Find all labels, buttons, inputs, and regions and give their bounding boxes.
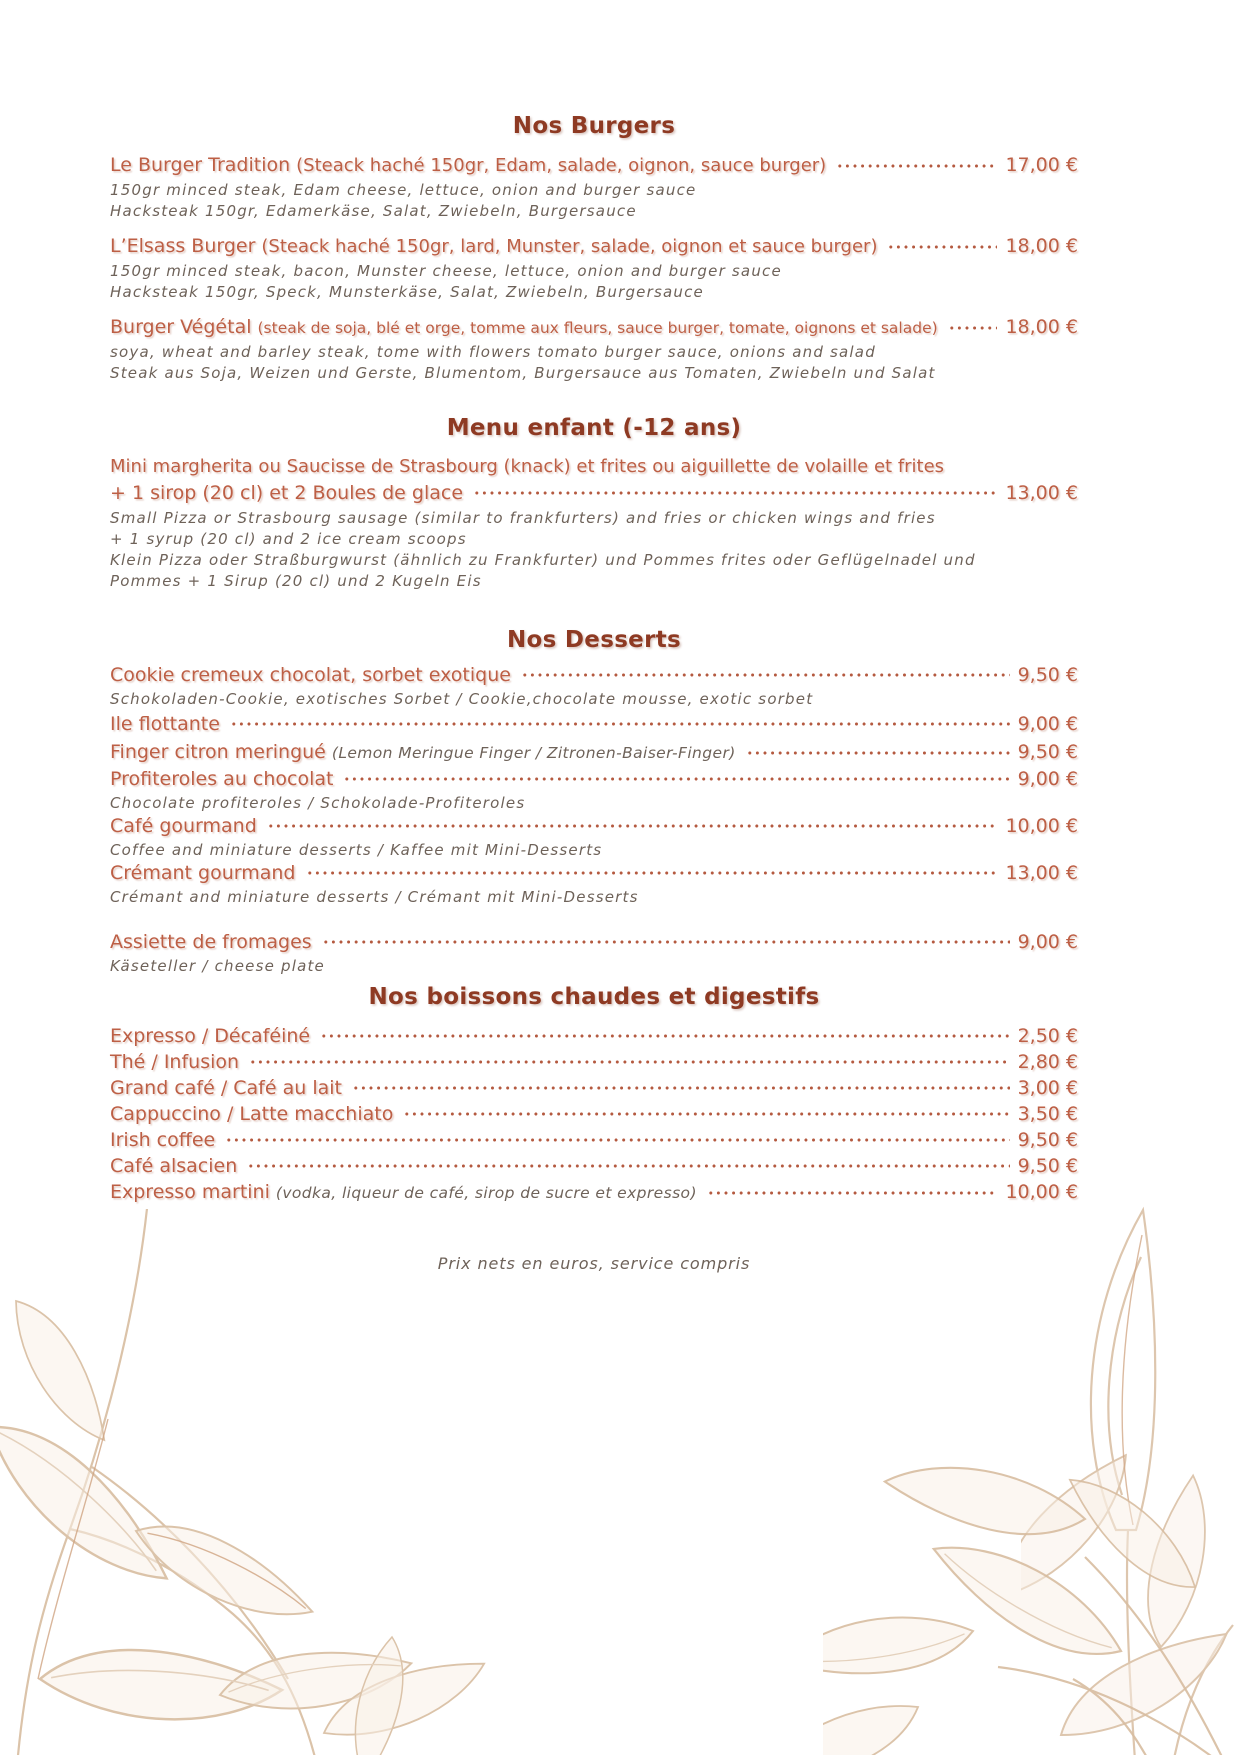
menu-item [110,1075,1078,1101]
menu-item [110,1023,1078,1049]
dotted-leader [473,487,997,499]
item-price: 9,50 € [1017,1155,1078,1177]
section-title-burgers: Nos Burgers [512,113,676,139]
item-price: 2,80 € [1017,1051,1078,1073]
item-description-en: 150gr minced steak, Edam cheese, lettuce, onion and burger sauce [110,181,697,199]
item-note: (vodka, liqueur de café, sirop de sucre et expresso) [275,1184,697,1202]
item-price: 3,50 € [1017,1103,1078,1125]
menu-item [110,152,1078,221]
leaf-decoration-bottom-left [0,1209,528,1755]
menu-content [110,0,1078,1273]
dotted-leader [887,241,997,253]
footer-note: Prix nets en euros, service compris [437,1254,751,1273]
dotted-leader [707,1187,998,1199]
item-name: Grand café / Café au lait [110,1077,342,1099]
item-price: 18,00 € [1005,235,1078,257]
menu-item [110,1127,1078,1153]
menu-item [110,1179,1078,1206]
item-description: Käseteller / cheese plate [110,957,325,975]
item-description: Coffee and miniature desserts / Kaffee mit Mini-Desserts [110,841,603,859]
item-price: 13,00 € [1005,862,1078,884]
section-title-desserts: Nos Desserts [506,627,682,653]
dotted-leader [322,936,1010,948]
item-price: 3,00 € [1017,1077,1078,1099]
menu-item [110,711,1078,737]
menu-item [110,314,1078,383]
menu-item [110,233,1078,302]
item-description-de: Hacksteak 150gr, Speck, Munsterkäse, Salat, Zwiebeln, Burgersauce [110,283,704,301]
menu-item [110,739,1078,766]
item-description-de: Klein Pizza oder Straßburgwurst (ähnlich zu Frankfurter) und Pommes frites oder Geflügelnadel und [110,551,976,569]
dotted-leader [403,1108,1009,1120]
item-description-de: Steak aus Soja, Weizen und Gerste, Blumentom, Burgersauce aus Tomaten, Zwiebeln und Salat [110,364,936,382]
item-price: 9,50 € [1017,1129,1078,1151]
item-price: 10,00 € [1005,815,1078,837]
leaf-decoration-right [1021,1195,1241,1755]
item-price: 9,50 € [1017,741,1078,763]
item-description: Chocolate profiteroles / Schokolade-Profiteroles [110,794,526,812]
menu-item [110,662,1078,709]
dotted-leader [225,1134,1009,1146]
item-name: Burger Végétal [110,316,252,338]
item-description: Schokoladen-Cookie, exotisches Sorbet / Cookie,chocolate mousse, exotic sorbet [110,690,814,708]
item-name: Cookie cremeux chocolat, sorbet exotique [110,664,511,686]
menu-item [110,813,1078,860]
item-name: Profiteroles au chocolat [110,768,334,790]
item-name: Finger citron meringué [110,741,326,763]
item-description-en: 150gr minced steak, bacon, Munster cheese, lettuce, onion and burger sauce [110,262,782,280]
item-price: 9,00 € [1017,768,1078,790]
item-description-en: Small Pizza or Strasbourg sausage (similar to frankfurters) and fries or chicken wings and fries [110,509,936,527]
menu-item-kids [110,454,1078,591]
item-price: 10,00 € [1005,1181,1078,1203]
item-price: 18,00 € [1005,316,1078,338]
item-description: Crémant and miniature desserts / Crémant mit Mini-Desserts [110,888,639,906]
dotted-leader [320,1030,1009,1042]
item-detail: (Steack haché 150gr, lard, Munster, salade, oignon et sauce burger) [261,236,878,257]
item-name: Cappuccino / Latte macchiato [110,1103,394,1125]
item-name: Café gourmand [110,815,257,837]
menu-item [110,929,1078,976]
menu-item [110,860,1078,907]
item-name: Thé / Infusion [110,1051,240,1073]
leaf-decoration-bottom-right [823,1389,1241,1755]
item-price: 9,00 € [1017,713,1078,735]
dotted-leader [343,773,1009,785]
item-description-de: Hacksteak 150gr, Edamerkäse, Salat, Zwiebeln, Burgersauce [110,202,637,220]
dotted-leader [948,322,998,334]
item-name: Expresso / Décaféiné [110,1025,311,1047]
section-title-menu-enfant: Menu enfant (-12 ans) [446,415,742,441]
menu-item [110,1101,1078,1127]
item-name: L’Elsass Burger [110,235,256,257]
item-name: Assiette de fromages [110,931,312,953]
section-title-boissons: Nos boissons chaudes et digestifs [368,984,820,1010]
dotted-leader [746,747,1010,759]
menu-item [110,1153,1078,1179]
item-name: Le Burger Tradition [110,154,291,176]
item-price: 9,50 € [1017,664,1078,686]
dotted-leader [352,1082,1010,1094]
item-detail: (Steack haché 150gr, Edam, salade, oignon, sauce burger) [296,155,827,176]
item-price: 9,00 € [1017,931,1078,953]
dotted-leader [521,669,1010,681]
item-description-en: soya, wheat and barley steak, tome with flowers tomato burger sauce, onions and salad [110,343,876,361]
dotted-leader [247,1160,1009,1172]
item-description-de: Pommes + 1 Sirup (20 cl) und 2 Kugeln Eis [110,572,482,590]
dotted-leader [230,718,1010,730]
dotted-leader [267,820,998,832]
item-description-en: + 1 syrup (20 cl) and 2 ice cream scoops [110,530,467,548]
dotted-leader [249,1056,1010,1068]
item-name: Crémant gourmand [110,862,296,884]
item-name: Café alsacien [110,1155,238,1177]
item-name: Ile flottante [110,713,220,735]
item-price: 17,00 € [1005,154,1078,176]
item-detail: (steak de soja, blé et orge, tomme aux fleurs, sauce burger, tomate, oignons et salade) [257,319,938,337]
item-name: Irish coffee [110,1129,216,1151]
dotted-leader [306,867,998,879]
item-name-line2: + 1 sirop (20 cl) et 2 Boules de glace [110,482,464,504]
item-name-line1: Mini margherita ou Saucisse de Strasbourg (knack) et frites ou aiguillette de volaille et frites [110,456,945,477]
item-note: (Lemon Meringue Finger / Zitronen-Baiser-Finger) [331,744,736,762]
item-name: Expresso martini [110,1181,270,1203]
menu-item [110,766,1078,813]
dotted-leader [836,160,997,172]
item-price: 13,00 € [1005,482,1078,504]
item-price: 2,50 € [1017,1025,1078,1047]
menu-item [110,1049,1078,1075]
